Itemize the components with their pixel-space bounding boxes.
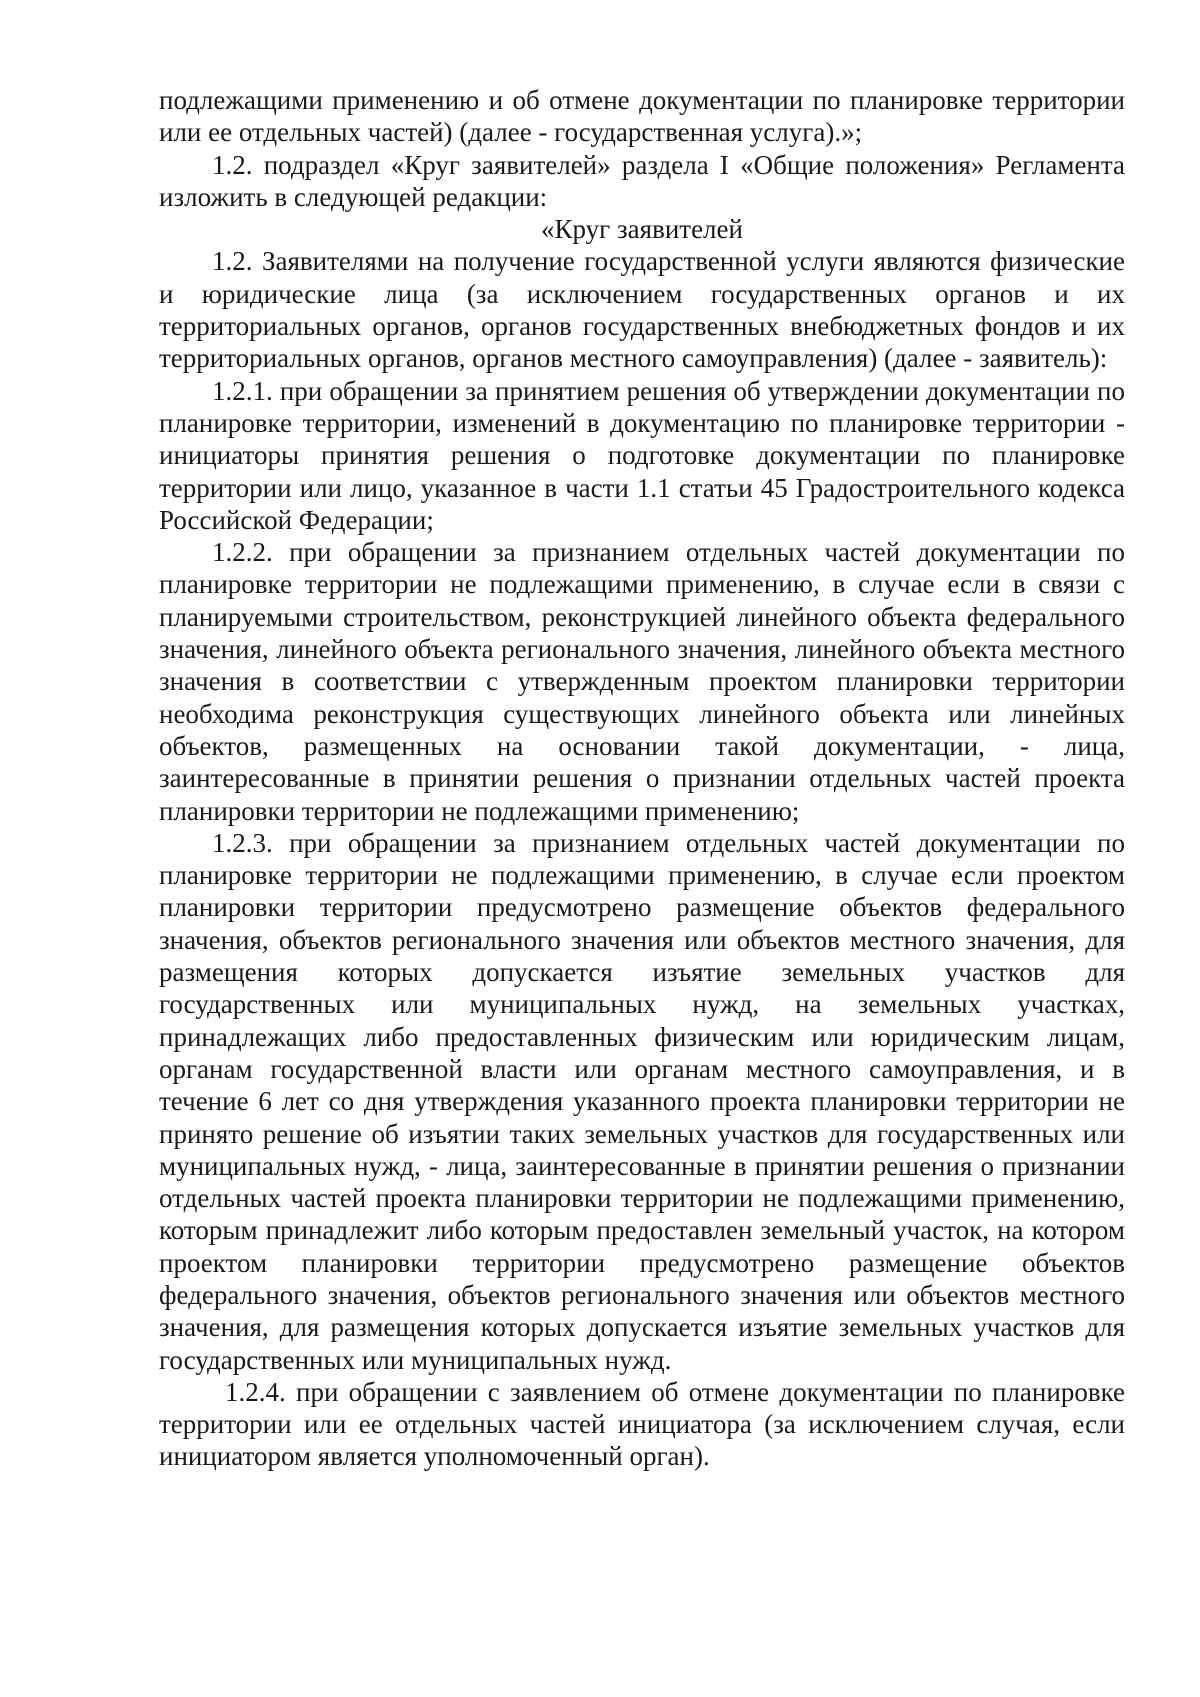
- paragraph-continuation: подлежащими применению и об отмене документации по планировке территории или ее отдельных частей) (далее - государственная услуга).»;: [159, 85, 1125, 148]
- paragraph-1-2-2: 1.2.2. при обращении за признанием отдельных частей документации по планировке территории не подлежащими применению, в случае если в связи с планируемыми строительством, реконструкцией линейного объекта федерального значения, линейного объекта регионального значения, линейного объекта местного значения в соответствии с утвержденным проектом планировки территории необходима реконструкция существующих линейного объекта или линейных объектов, размещенных на основании такой документации, - лица, заинтересованные в принятии решения о признании отдельных частей проекта планировки территории не подлежащими применению;: [159, 537, 1125, 826]
- document-page: [159, 84, 1125, 1473]
- paragraph-1-2-amendment: 1.2. подраздел «Круг заявителей» раздела I «Общие положения» Регламента изложить в следующей редакции:: [159, 149, 1125, 212]
- paragraph-1-2-4: 1.2.4. при обращении с заявлением об отмене документации по планировке территории или ее отдельных частей инициатора (за исключением случая, если инициатором является уполномоченный орган).: [159, 1376, 1125, 1472]
- paragraph-1-2-3: 1.2.3. при обращении за признанием отдельных частей документации по планировке территории не подлежащими применению, в случае если проектом планировки территории предусмотрено размещение объектов федерального значения, объектов регионального значения или объектов местного значения, для размещения которых допускается изъятие земельных участков для государственных или муниципальных нужд, на земельных участках, принадлежащих либо предоставленных физическим или юридическим лицам, органам государственной власти или органам местного самоуправления, и в течение 6 лет со дня утверждения указанного проекта планировки территории не принято решение об изъятии таких земельных участков для государственных или муниципальных нужд, - лица, заинтересованные в принятии решения о признании отдельных частей проекта планировки территории не подлежащими применению, которым принадлежит либо которым предоставлен земельный участок, на котором проектом планировки территории предусмотрено размещение объектов федерального значения, объектов регионального значения или объектов местного значения, для размещения которых допускается изъятие земельных участков для государственных или муниципальных нужд.: [159, 827, 1125, 1375]
- paragraph-1-2-1: 1.2.1. при обращении за принятием решения об утверждении документации по планировке территории, изменений в документацию по планировке территории - инициаторы принятия решения о подготовке документации по планировке территории или лицо, указанное в части 1.1 статьи 45 Градостроительного кодекса Российской Федерации;: [159, 375, 1125, 535]
- section-heading: «Круг заявителей: [541, 214, 743, 245]
- paragraph-1-2: 1.2. Заявителями на получение государственной услуги являются физические и юридические лица (за исключением государственных органов и их территориальных органов, органов государственных внебюджетных фондов и их территориальных органов, органов местного самоуправления) (далее - заявитель):: [159, 246, 1125, 374]
